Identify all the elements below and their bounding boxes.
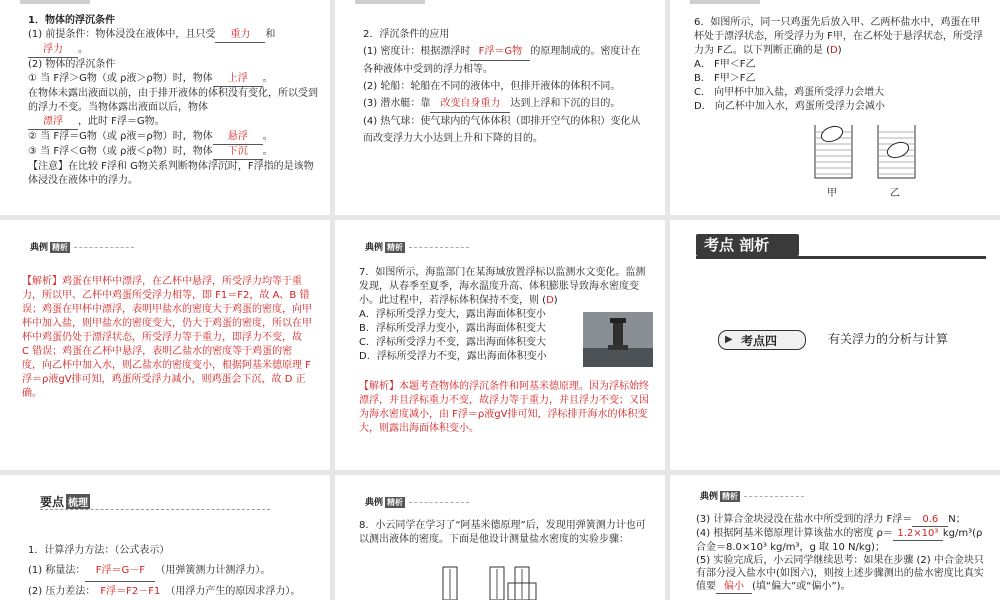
text: 。	[262, 73, 273, 84]
option-c: C．浮标所受浮力不变，露出海面体积变大	[359, 337, 546, 348]
slide-question-6[interactable]	[670, 0, 1000, 215]
text: 在物体未露出液面以前，由于排开液体的体积没有变化，所以受到的浮力不变。当物体露出液面以后，物体	[28, 88, 318, 113]
section-title: 考点 剖析	[696, 234, 799, 256]
question-stem: 8．小云同学在学习了“阿基米德原理”后，发现用弹簧测力计也可以测出液体的密度。下面是他设计测量盐水密度的实验步骤：	[359, 520, 646, 545]
header-seal: 精析	[387, 498, 404, 507]
slide-question-8[interactable]	[335, 475, 665, 600]
analysis-text: 【解析】鸡蛋在甲杯中漂浮，在乙杯中悬浮，所受浮力均等于重力，所以甲、乙杯中鸡蛋所受浮力相等，即 F1＝F2，故 A、B 错误；鸡蛋在甲杯中漂浮，表明甲盐水的密度大于鸡蛋的密度，向甲杯中加入盐，则甲盐水的密度变大，仍大于鸡蛋的密度，所以在甲杯中鸡蛋仍处于漂浮状态，所受浮力等于重力，即浮力不变，故 C 错误；鸡蛋在乙杯中悬浮，表明乙盐水的密度等于鸡蛋的密度，向乙杯中加入水，则乙盐水的密度变小，根据阿基米德原理 F浮＝ρ液gV排可知，鸡蛋所受浮力减小，则鸡蛋会下沉，故 D 正确。	[22, 276, 312, 399]
header-seal: 精析	[387, 243, 404, 252]
option-d: D． 向乙杯中加入水，鸡蛋所受浮力会减小	[694, 101, 885, 112]
text: (1) 前提条件：物体浸没在液体中，且只受	[28, 29, 216, 40]
text: )	[837, 45, 842, 56]
header-bar	[20, 0, 90, 4]
answer-blank: 0.6	[912, 513, 948, 527]
text: ，此时 F浮＝G物。	[78, 116, 165, 127]
text: (3) 计算合金块浸没在盐水中所受到的浮力 F浮＝	[696, 514, 913, 525]
question-text	[694, 16, 984, 114]
text: 达到上浮和下沉的目的。	[510, 98, 621, 109]
answer-blank: 偏小	[716, 580, 752, 594]
header-label: 典例	[365, 243, 384, 253]
slide-text	[363, 26, 648, 147]
header-label: 典例	[30, 243, 49, 253]
text: (4) 根据阿基米德原理计算该盐水的密度 ρ＝	[696, 528, 893, 539]
header-seal: 精析	[52, 243, 69, 252]
section-header	[365, 240, 469, 253]
text: (2) 轮船：轮船在不同的液体中，但排开液体的体积不同。	[363, 81, 621, 92]
section-header	[40, 493, 90, 510]
text: 。	[78, 44, 88, 55]
text: （用浮力产生的原因求浮力）。	[165, 586, 301, 597]
header-bar	[690, 0, 760, 4]
slide-buoyancy-conditions[interactable]	[0, 0, 330, 215]
slide-key-points[interactable]	[0, 475, 330, 600]
beaker-label: 甲	[827, 188, 837, 199]
header-label: 要点	[40, 495, 65, 509]
divider	[744, 496, 804, 497]
text: (5) 实验完成后，小云同学继续思考：如果在步骤 (2) 中合金块只有部分浸入盐水中(如图六)，则按上述步骤测出的盐水密度比真实值要	[696, 555, 984, 592]
section-title: 2．浮沉条件的应用	[363, 29, 450, 40]
egg-icon	[819, 124, 844, 145]
option-d: D．浮标所受浮力不变，露出海面体积变小	[359, 351, 547, 362]
answer-blank: F浮＝G物	[470, 43, 530, 61]
header-bar	[355, 0, 425, 4]
text: (3) 潜水艇：靠	[363, 98, 431, 109]
section-header	[365, 495, 469, 508]
slide-applications[interactable]	[335, 0, 665, 215]
answer-blank: 下沉	[213, 145, 263, 160]
slide-question-7[interactable]	[335, 220, 665, 470]
answer-blank: 漂浮	[28, 115, 78, 130]
text: kg/m³(ρ合金＝8.0×10³ kg/m³，g 取 10 N/kg)；	[696, 528, 983, 553]
section-header	[700, 489, 804, 502]
topic-title: 有关浮力的分析与计算	[828, 332, 949, 346]
answer-blank: 上浮	[213, 72, 263, 87]
slide-key-point-4[interactable]	[670, 220, 1000, 470]
text: (1) 称量法：	[28, 565, 86, 576]
header-label: 典例	[365, 498, 384, 508]
beaker-jia	[815, 124, 852, 178]
text: (2) 物体的浮沉条件	[28, 59, 116, 70]
beakers-figure	[810, 120, 930, 185]
beaker-label: 乙	[890, 188, 900, 199]
note-text: 【注意】在比较 F浮和 G物关系判断物体浮沉时，F浮指的是该物体浸没在液体中的浮力。	[28, 161, 314, 186]
analysis-text: 【解析】本题考查物体的浮沉条件和阿基米德原理。因为浮标始终漂浮，并且浮标重力不变，故浮力等于重力，并且浮力不变；又因为海水密度减小，由 F浮＝ρ液gV排可知，浮标排开海水的体积变大，则露出海面体积变小。	[359, 381, 649, 434]
question-stem: 7．如图所示，海监部门在某海域放置浮标以监测水文变化。监测发现，从春季至夏季，海水温度升高、体积膨胀导致海水密度变小。此过程中，若浮标体积保持不变，则 (	[359, 267, 646, 306]
answer-blank: F浮＝G－F	[85, 561, 155, 582]
divider	[74, 247, 134, 248]
text: (2) 压力差法：	[28, 586, 96, 597]
text: ① 当 F浮＞G物（或 ρ液＞ρ物）时，物体	[28, 73, 213, 84]
text: ③ 当 F浮＜G物（或 ρ液＜ρ物）时，物体	[28, 146, 213, 157]
egg-icon	[885, 140, 910, 161]
text: (4) 热气球：使气球内的气体体积（即排开空气的体积）变化从而改变浮力大小达到上升和下降的目的。	[363, 116, 641, 144]
answer-blank: 浮力	[28, 43, 78, 58]
slide-text	[28, 541, 328, 600]
text: 的原理制成的。密度计在各种液体中受到的浮力相等。	[363, 46, 641, 75]
badge-label: 考点四	[741, 334, 778, 348]
slide-question-8-continued[interactable]	[670, 475, 1000, 600]
answer-choice: D	[830, 45, 838, 56]
text: ② 当 F浮＝G物（或 ρ液＝ρ物）时，物体	[28, 131, 213, 142]
text: N；	[948, 514, 966, 525]
header-label: 典例	[700, 492, 719, 502]
question-stem: 6．如图所示，同一只鸡蛋先后放入甲、乙两杯盐水中，鸡蛋在甲杯处于漂浮状态，所受浮力为 F甲，在乙杯处于悬浮状态，所受浮力为 F乙。以下判断正确的是 (	[694, 17, 983, 56]
answer-blank: F浮＝F2－F1	[95, 582, 165, 600]
spring-scales-figure	[435, 565, 555, 600]
answer-blank: 改变自身重力	[430, 95, 510, 113]
beaker-yi	[878, 125, 915, 178]
text: 和	[265, 29, 276, 40]
slide-text	[28, 14, 318, 188]
option-b: B． F甲＞F乙	[694, 73, 756, 84]
options	[359, 308, 569, 364]
text: （用弹簧测力计测浮力）。	[155, 565, 271, 576]
option-c: C． 向甲杯中加入盐，鸡蛋所受浮力会增大	[694, 87, 885, 98]
key-point-badge	[718, 330, 806, 350]
option-a: A． F甲＜F乙	[694, 59, 756, 70]
divider	[409, 502, 469, 503]
play-icon: ▶	[725, 334, 733, 345]
option-b: B．浮标所受浮力变小，露出海面体积变大	[359, 323, 546, 334]
answer-blank: 悬浮	[213, 130, 263, 145]
text: (1) 密度计：根据漂浮时	[363, 46, 471, 57]
text: (填“偏大”或“偏小”)。	[752, 581, 851, 592]
text: 。	[262, 131, 273, 142]
answer-blank: 1.2×10³	[893, 527, 943, 541]
option-a: A．浮标所受浮力变大，露出海面体积变小	[359, 309, 546, 320]
slide-analysis-q6[interactable]	[0, 220, 330, 470]
header-seal: 精析	[722, 492, 739, 501]
answer-blank: 重力	[215, 28, 265, 43]
answer-choice: D	[546, 295, 554, 306]
divider	[696, 256, 986, 259]
section-title: 1．物体的浮沉条件	[28, 15, 115, 26]
section-header	[30, 240, 134, 253]
question-text	[696, 513, 992, 594]
question-text	[359, 266, 654, 308]
buoy-photo	[583, 312, 653, 367]
text: 。	[262, 146, 273, 157]
text: 1．计算浮力方法：（公式表示）	[28, 545, 170, 556]
divider	[40, 509, 270, 510]
divider	[409, 247, 469, 248]
text: )	[553, 295, 558, 306]
header-seal: 梳理	[66, 494, 90, 509]
